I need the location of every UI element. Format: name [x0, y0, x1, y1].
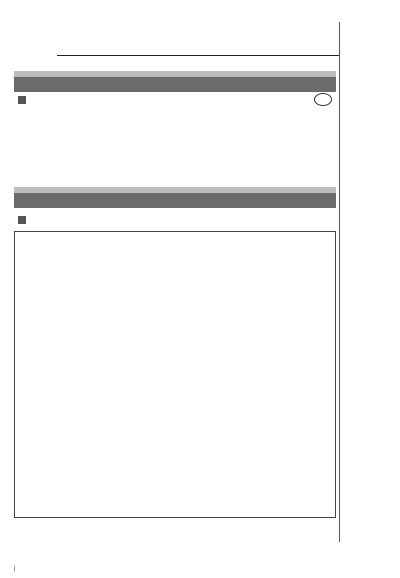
- hoeren-instruction: [18, 96, 29, 104]
- footer: |: [14, 566, 16, 572]
- margin-rule: [339, 22, 340, 542]
- lesen-instruction: [18, 216, 29, 224]
- hoeren-header: [14, 77, 336, 92]
- task-number: [18, 96, 26, 104]
- cd-icon: [314, 93, 332, 106]
- lesen-table: [14, 231, 336, 518]
- lesen-header: [14, 193, 336, 208]
- name-input-line[interactable]: [57, 55, 339, 56]
- task-number: [18, 216, 26, 224]
